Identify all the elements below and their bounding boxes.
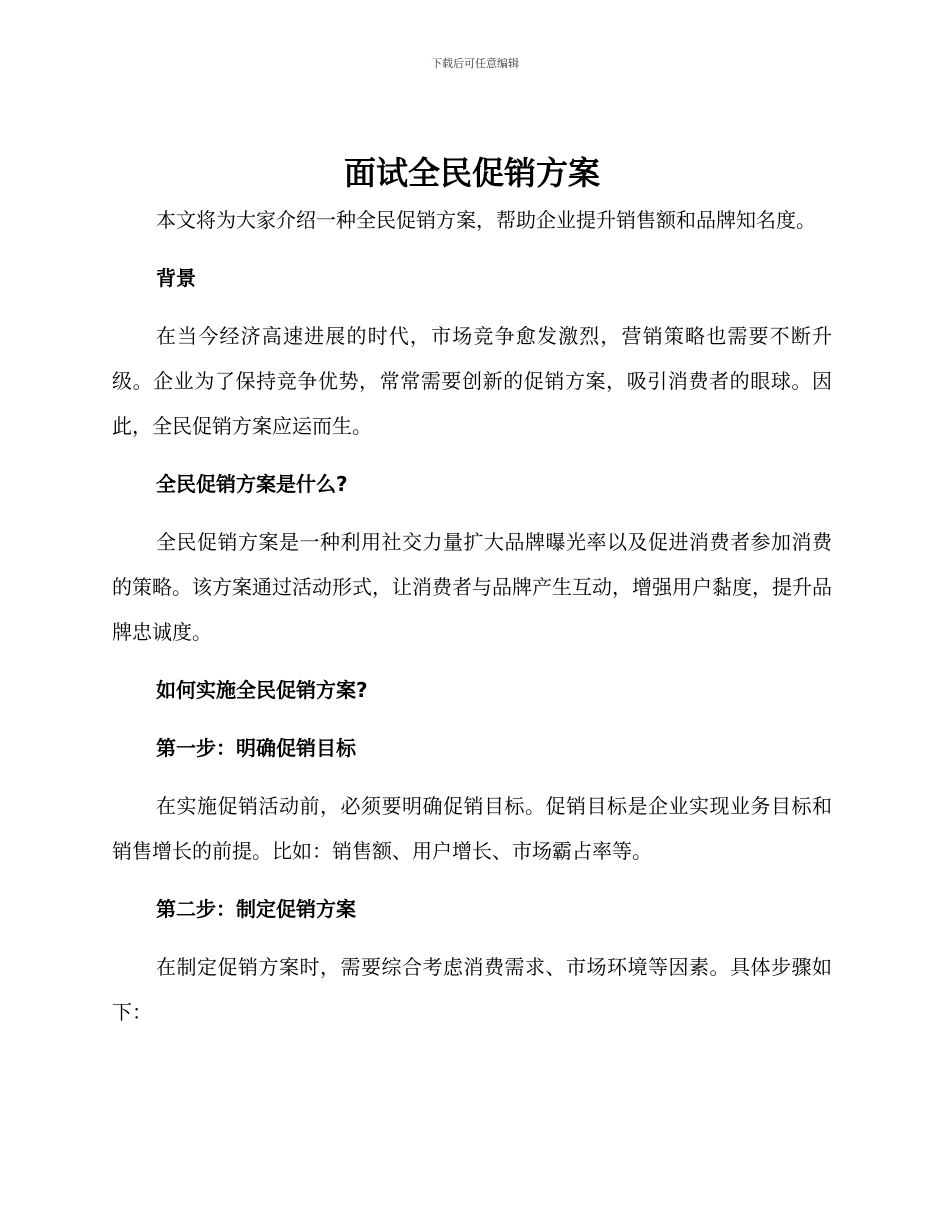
section-body-step-two: 在制定促销方案时，需要综合考虑消费需求、市场环境等因素。具体步骤如下： — [112, 955, 832, 1024]
section-body-step-one: 在实施促销活动前，必须要明确促销目标。促销目标是企业实现业务目标和销售增长的前提。比如：销售额、用户增长、市场霸占率等。 — [112, 794, 832, 863]
section-heading-background: 背景 — [156, 266, 196, 290]
section-body-what-is: 全民促销方案是一种利用社交力量扩大品牌曝光率以及促进消费者参加消费的策略。该方案通过活动形式，让消费者与品牌产生互动，增强用户黏度，提升品牌忠诚度。 — [112, 530, 832, 644]
page-header-note: 下载后可任意编辑 — [431, 57, 519, 70]
section-heading-step-two: 第二步：制定促销方案 — [156, 897, 356, 921]
section-heading-how-to: 如何实施全民促销方案? — [156, 678, 368, 702]
section-body-background: 在当今经济高速进展的时代，市场竞争愈发激烈，营销策略也需要不断升级。企业为了保持竞争优势，常常需要创新的促销方案，吸引消费者的眼球。因此，全民促销方案应运而生。 — [112, 324, 832, 438]
section-heading-what-is: 全民促销方案是什么? — [156, 472, 348, 496]
section-heading-step-one: 第一步：明确促销目标 — [156, 736, 356, 760]
intro-paragraph: 本文将为大家介绍一种全民促销方案，帮助企业提升销售额和品牌知名度。 — [156, 208, 816, 232]
document-body — [112, 148, 832, 1035]
document-title: 面试全民促销方案 — [343, 154, 600, 192]
